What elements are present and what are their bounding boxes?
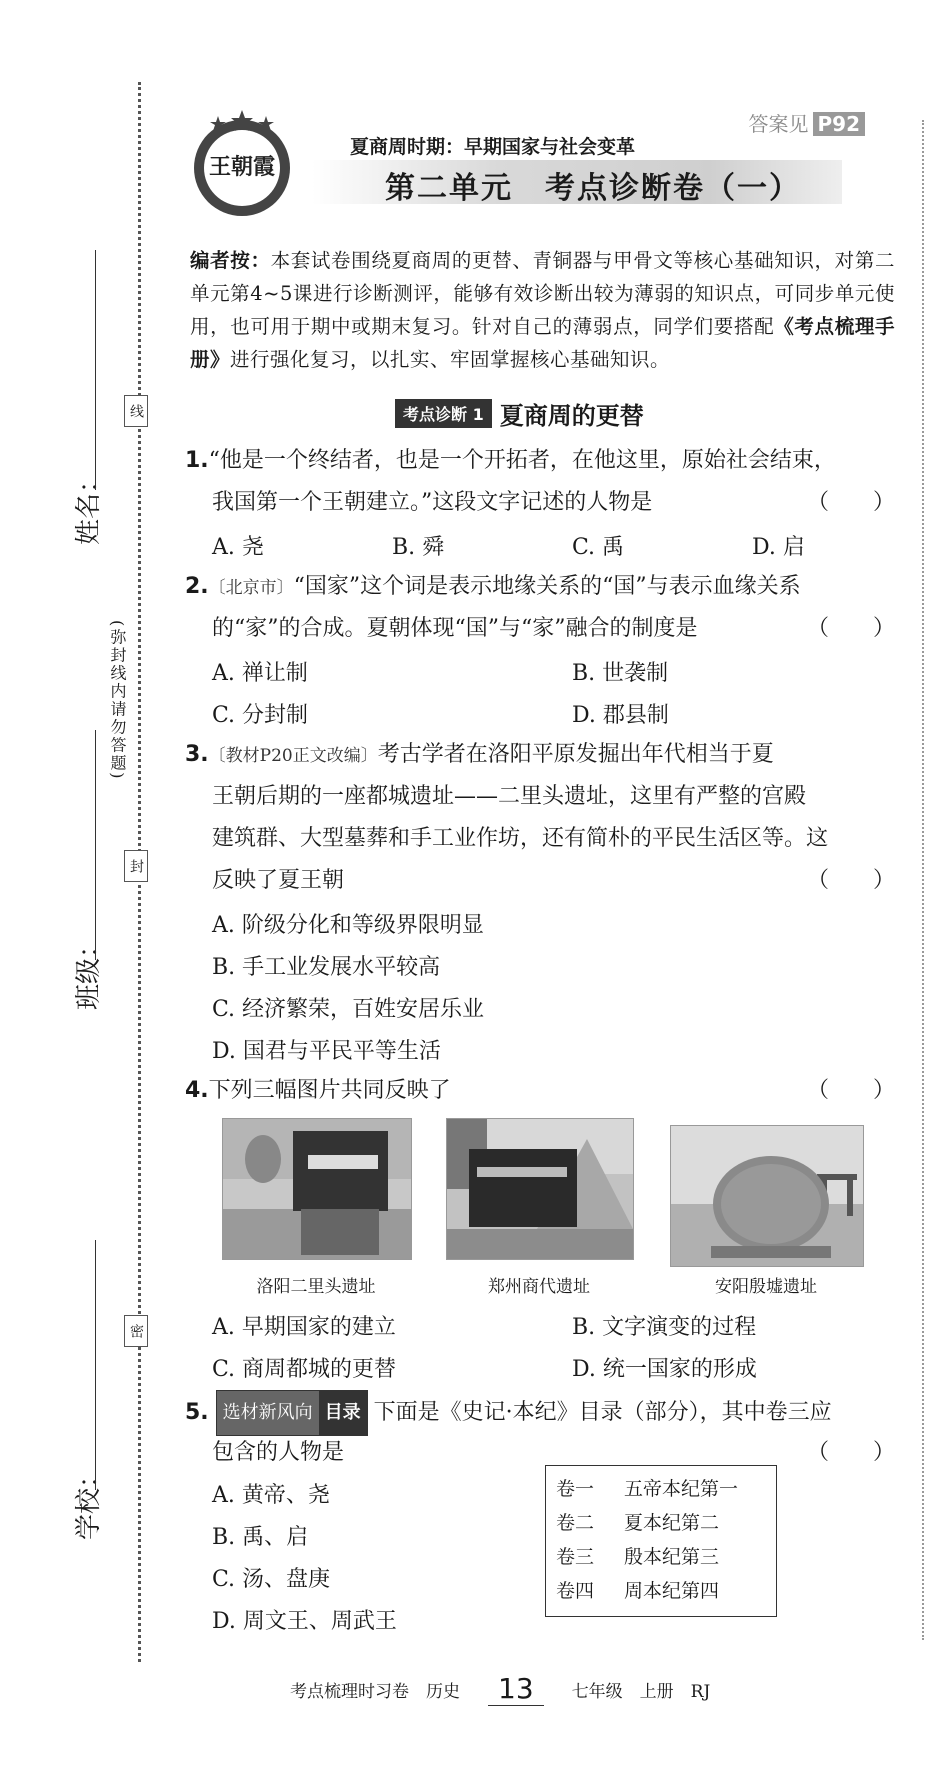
q2-option-c[interactable]: C. 分封制 [212, 703, 309, 728]
q1-option-d[interactable]: D. 启 [752, 535, 805, 560]
q1-option-c[interactable]: C. 禹 [572, 535, 625, 560]
question-3: 3.〔教材P20正文改编〕考古学者在洛阳平原发掘出年代相当于夏 [185, 742, 774, 767]
shiji-table-of-contents [545, 1465, 777, 1617]
q4-option-d[interactable]: D. 统一国家的形成 [572, 1357, 757, 1382]
binding-mark-xian: 线 [124, 395, 148, 427]
question-2-line2: 的“家”的合成。夏朝体现“国”与“家”融合的制度是 [212, 616, 698, 641]
question-1: 1.“他是一个终结者，也是一个开拓者，在他这里，原始社会结束， [185, 448, 836, 473]
class-label: 班级： [74, 931, 104, 1010]
answer-reference: 答案见 P92 [749, 108, 866, 137]
answer-blank-1[interactable]: （ ） [806, 490, 895, 515]
caption-yinxu: 安阳殷墟遗址 [715, 1277, 817, 1297]
section-title: 夏商周的更替 [499, 402, 644, 430]
new-trend-tag: 选材新风向 目录 [216, 1390, 368, 1436]
answer-blank-2[interactable]: （ ） [806, 616, 895, 641]
editor-note-label: 编者按： [190, 249, 271, 272]
q5-option-a[interactable]: A. 黄帝、尧 [212, 1483, 330, 1508]
erlitou-photo [222, 1118, 412, 1260]
page-footer [290, 1672, 770, 1706]
answer-blank-3[interactable]: （ ） [806, 868, 895, 893]
q5-option-c[interactable]: C. 汤、盘庚 [212, 1567, 331, 1592]
zhengzhou-photo [446, 1118, 634, 1260]
q2-source: 〔北京市〕 [208, 578, 294, 598]
question-4: 4.下列三幅图片共同反映了 [185, 1078, 451, 1103]
footer-series: 考点梳理时习卷 历史 [290, 1681, 460, 1702]
page-title: 第二单元 考点诊断卷（一） [385, 171, 801, 206]
class-field-line[interactable] [95, 730, 96, 960]
toc-row: 卷一 五帝本纪第一 [556, 1478, 739, 1500]
q3-option-b[interactable]: B. 手工业发展水平较高 [212, 955, 441, 980]
school-label: 学校： [74, 1461, 104, 1540]
editor-note: 编者按：本套试卷围绕夏商周的更替、青铜器与甲骨文等核心基础知识，对第二单元第4~5课进行诊断测评，能够有效诊断出较为薄弱的知识点，可同步单元使用，也可用于期中或期末复习。针对自己的薄弱点，同学们要搭配《考点梳理手册》进行强化复习，以扎实、牢固掌握核心基础知识。 [190, 249, 895, 371]
right-dotted-line [922, 120, 924, 1640]
q3-option-a[interactable]: A. 阶级分化和等级界限明显 [212, 913, 484, 938]
brand-logo [186, 108, 298, 220]
name-field-line[interactable] [95, 250, 96, 490]
toc-row: 卷四 周本纪第四 [556, 1580, 720, 1602]
q3-option-c[interactable]: C. 经济繁荣，百姓安居乐业 [212, 997, 485, 1022]
school-field-line[interactable] [95, 1240, 96, 1490]
logo-text: 王朝霞 [208, 154, 276, 180]
q4-option-a[interactable]: A. 早期国家的建立 [212, 1315, 396, 1340]
section-header [395, 396, 644, 431]
page-number: 13 [488, 1672, 544, 1706]
caption-zhengzhou: 郑州商代遗址 [488, 1277, 590, 1297]
binding-note: (弥封线内请勿答题) [108, 620, 127, 781]
q2-option-a[interactable]: A. 禅让制 [212, 661, 308, 686]
answer-blank-4[interactable]: （ ） [806, 1078, 895, 1103]
q2-option-d[interactable]: D. 郡县制 [572, 703, 669, 728]
name-label: 姓名： [74, 466, 104, 545]
question-1-line2: 我国第一个王朝建立。”这段文字记述的人物是 [212, 490, 653, 515]
question-3-line2: 王朝后期的一座都城遗址——二里头遗址，这里有严整的宫殿 [212, 784, 807, 809]
q5-option-b[interactable]: B. 禹、启 [212, 1525, 309, 1550]
unit-subtitle: 夏商周时期：早期国家与社会变革 [350, 136, 636, 158]
handbook-title: 《考点梳理手册》 [190, 315, 895, 371]
question-5: 5. 选材新风向 目录 下面是《史记·本纪》目录（部分），其中卷三应 [185, 1390, 832, 1436]
answer-blank-5[interactable]: （ ） [806, 1440, 895, 1465]
q3-source: 〔教材P20正文改编〕 [208, 746, 378, 766]
question-5-line2: 包含的人物是 [212, 1440, 345, 1465]
toc-row: 卷三 殷本纪第三 [556, 1546, 720, 1568]
q2-option-b[interactable]: B. 世袭制 [572, 661, 669, 686]
section-tag: 考点诊断 1 [395, 399, 492, 428]
q4-option-b[interactable]: B. 文字演变的过程 [572, 1315, 757, 1340]
q5-option-d[interactable]: D. 周文王、周武王 [212, 1609, 397, 1634]
q4-option-c[interactable]: C. 商周都城的更替 [212, 1357, 397, 1382]
q1-option-a[interactable]: A. 尧 [212, 535, 264, 560]
binding-mark-feng: 封 [124, 850, 148, 882]
question-3-line3: 建筑群、大型墓葬和手工业作坊，还有简朴的平民生活区等。这 [212, 826, 829, 851]
binding-mark-mi: 密 [124, 1315, 148, 1347]
yinxu-photo [670, 1125, 864, 1267]
question-3-line4: 反映了夏王朝 [212, 868, 345, 893]
q1-option-b[interactable]: B. 舜 [392, 535, 445, 560]
toc-row: 卷二 夏本纪第二 [556, 1512, 720, 1534]
question-2: 2.〔北京市〕“国家”这个词是表示地缘关系的“国”与表示血缘关系 [185, 574, 801, 599]
caption-erlitou: 洛阳二里头遗址 [256, 1277, 376, 1297]
answer-page-badge: P92 [813, 112, 866, 136]
footer-grade: 七年级 上册 RJ [571, 1681, 711, 1702]
q3-option-d[interactable]: D. 国君与平民平等生活 [212, 1039, 441, 1064]
